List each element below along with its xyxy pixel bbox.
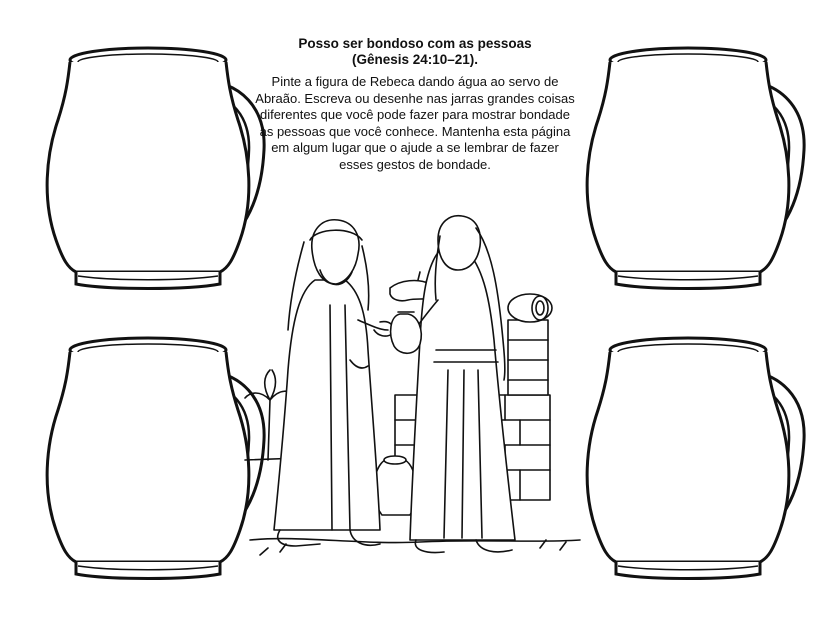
activity-title: Posso ser bondoso com as pessoas (298, 36, 532, 51)
jar-bottom-left (28, 330, 273, 590)
jar-top-right (568, 40, 813, 300)
rebekah-at-well-illustration (240, 210, 590, 590)
scripture-reference: (Gênesis 24:10–21). (351, 52, 479, 67)
jar-top-left (28, 40, 273, 300)
activity-header (255, 36, 575, 173)
activity-instructions: Pinte a figura de Rebeca dando água ao servo de Abraão. Escreva ou desenhe nas jarras grandes coisas diferentes que você pode fazer para mostrar bondade às pessoas que você conhece. Mantenha esta página em algum lugar que o ajude a se lembrar de fazer esses gestos de bondade. (255, 74, 575, 172)
jar-bottom-right (568, 330, 813, 590)
